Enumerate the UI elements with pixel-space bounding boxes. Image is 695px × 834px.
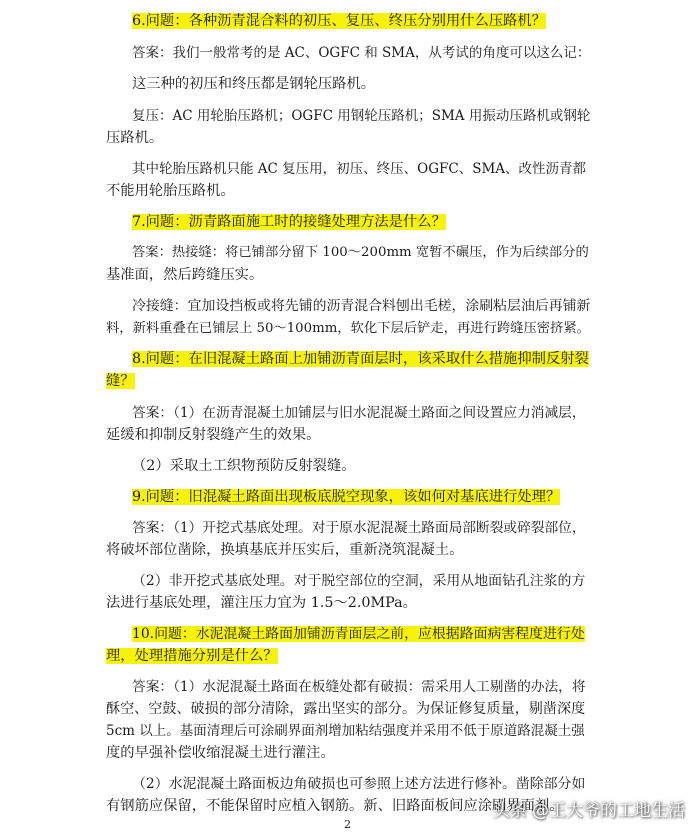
question-7-heading: 7.问题：沥青路面施工时的接缝处理方法是什么？ — [132, 214, 446, 230]
answer-8-line-2: 延缓和抑制反射裂缝产生的效果。 — [106, 427, 321, 443]
answer-8-line-1: 答案：（1）在沥青混凝土加铺层与旧水泥混凝土路面之间设置应力消减层， — [132, 405, 586, 421]
answer-9-line-2: 将破坏部位凿除，换填基底并压实后，重新浇筑混凝土。 — [106, 542, 464, 558]
answer-6-line-1: 答案：我们一般常考的是 AC、OGFC 和 SMA，从考试的角度可以这么记： — [132, 45, 591, 61]
question-8-heading-line-1: 8.问题：在旧混凝土路面上加铺沥青面层时，该采取什么措施抑制反射裂 — [132, 351, 589, 367]
answer-6-line-5: 其中轮胎压路机只能 AC 复压用，初压、终压、OGFC、SMA、改性沥青都 — [132, 161, 587, 177]
answer-10-line-5: （2）水泥混凝土路面板边角破损也可参照上述方法进行修补。凿除部分如 — [132, 776, 586, 792]
answer-9-line-3: （2）非开挖式基底处理。对于脱空部位的空洞，采用从地面钻孔注浆的方 — [132, 573, 586, 589]
answer-9-line-4: 法进行基底处理，灌注压力宜为 1.5～2.0MPa。 — [106, 595, 417, 611]
page-number: 2 — [344, 818, 351, 831]
question-10-heading-line-2: 理，处理措施分别是什么？ — [106, 648, 278, 664]
answer-7-line-1: 答案：热接缝：将已铺部分留下 100～200mm 宽暂不碾压，作为后续部分的 — [132, 245, 589, 260]
answer-10-line-4: 度的早强补偿收缩混凝土进行灌注。 — [106, 745, 335, 761]
answer-10-line-6: 有钢筋应保留，不能保留时应植入钢筋。新、旧路面板间应涂刷界面剂。 — [106, 798, 564, 814]
answer-10-line-2: 酥空、空鼓、破损的部分清除，露出坚实的部分。为保证修复质量，剔凿深度 — [106, 701, 586, 717]
answer-7-line-4: 料，新料重叠在已铺层上 50～100mm，软化下层后铲走，再进行跨缝压密挤紧。 — [106, 321, 590, 336]
answer-7-line-2: 基准面，然后跨缝压实。 — [106, 267, 264, 283]
answer-6-line-6: 不能用轮胎压路机。 — [106, 183, 235, 199]
answer-6-line-2: 这三种的初压和终压都是钢轮压路机。 — [132, 76, 376, 92]
answer-6-line-4: 压路机。 — [106, 130, 164, 146]
question-6-heading: 6.问题：各种沥青混合料的初压、复压、终压分别用什么压路机？ — [132, 13, 546, 29]
answer-7-line-3: 冷接缝：宜加设挡板或将先铺的沥青混合料刨出毛槎，涂刷粘层油后再铺新 — [132, 298, 591, 314]
question-10-heading-line-1: 10.问题：水泥混凝土路面加铺沥青面层之前，应根据路面病害程度进行处 — [132, 626, 585, 642]
answer-10-line-1: 答案：（1）水泥混凝土路面在板缝处都有破损：需采用人工剔凿的办法，将 — [132, 679, 586, 695]
answer-10-line-3: 5cm 以上。基面清理后可涂刷界面剂增加粘结强度并采用不低于原道路混凝土强 — [106, 723, 585, 739]
answer-6-line-3: 复压：AC 用轮胎压路机；OGFC 用钢轮压路机；SMA 用振动压路机或钢轮 — [132, 108, 591, 124]
question-8-heading-line-2: 缝？ — [106, 373, 135, 389]
watermark: 头条 @王大爷的工地生活 — [492, 801, 685, 821]
answer-9-line-1: 答案：（1）开挖式基底处理。对于原水泥混凝土路面局部断裂或碎裂部位， — [132, 520, 586, 536]
question-9-heading: 9.问题：旧混凝土路面出现板底脱空现象，该如何对基底进行处理？ — [132, 489, 561, 505]
answer-8-line-3: （2）采取土工织物预防反射裂缝。 — [132, 458, 356, 474]
